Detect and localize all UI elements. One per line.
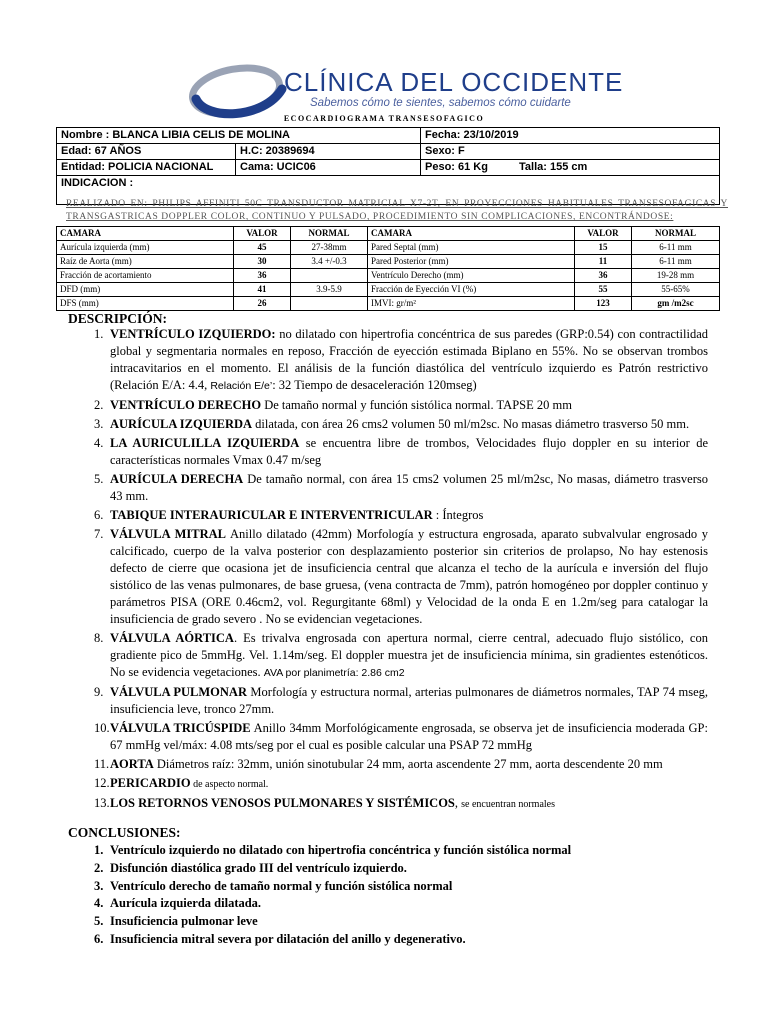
item-number: 6. (94, 508, 104, 522)
patient-name: Nombre : BLANCA LIBIA CELIS DE MOLINA (57, 128, 421, 144)
item-title: TABIQUE INTERAURICULAR E INTERVENTRICULAR (110, 508, 433, 522)
item-number: 8. (94, 631, 104, 645)
patient-entity: Entidad: POLICIA NACIONAL (57, 160, 236, 176)
cell: 45 (234, 241, 291, 255)
patient-bed: Cama: UCIC06 (236, 160, 421, 176)
list-item (68, 416, 708, 433)
item-number: 3. (94, 878, 104, 893)
list-item (68, 756, 708, 773)
list-item (68, 720, 708, 754)
description-heading: DESCRIPCIÓN: (68, 311, 168, 326)
cell: 19-28 mm (632, 269, 720, 283)
list-item (68, 435, 708, 469)
cell: Raíz de Aorta (mm) (57, 255, 234, 269)
cell: 30 (234, 255, 291, 269)
cell: DFS (mm) (57, 297, 234, 311)
item-number: 6. (94, 931, 104, 946)
patient-info-table (56, 127, 720, 205)
cell: 36 (575, 269, 632, 283)
item-number: 12. (94, 776, 110, 790)
item-title: AURÍCULA DERECHA (110, 472, 244, 486)
cell: 55 (575, 283, 632, 297)
item-number: 7. (94, 527, 104, 541)
item-title: AURÍCULA IZQUIERDA (110, 417, 253, 431)
cell: Fracción de acortamiento (57, 269, 234, 283)
list-item (68, 684, 708, 718)
list-item (68, 397, 708, 414)
description-list (68, 326, 708, 815)
item-number: 4. (94, 896, 104, 911)
header-cell: CAMARA (57, 227, 234, 241)
item-text: Insuficiencia mitral severa por dilatación del anillo y degenerativo. (110, 931, 466, 946)
item-number: 1. (94, 843, 104, 857)
conclusions-heading: CONCLUSIONES: (68, 825, 181, 840)
item-title: PERICARDIO (110, 776, 191, 790)
list-item (68, 630, 708, 682)
item-text: AVA por planimetría: 2.86 cm2 (263, 667, 405, 679)
patient-weight: Peso: 61 Kg (421, 160, 516, 176)
procedure-note: REALIZADO EN: PHILIPS AFFINITI 50C TRANSDUCTOR MATRICIAL X7-2T, EN PROYECCIONES HABITUALES TRANSESOFAGICAS Y TRANSGASTRICAS DOPPLER COLOR, CONTINUO Y PULSADO, PROCEDIMIENTO SIN COMPLICACIONES, ENCONTRÁNDOSE: (66, 199, 728, 222)
list-item (68, 326, 708, 395)
item-text: dilatada, con área 26 cms2 volumen 50 ml/m2sc. No masas diámetro trasverso 50 mm. (252, 417, 690, 431)
brand-name: CLÍNICA DEL OCCIDENTE (284, 67, 624, 97)
cell: 3.4 +/-0.3 (291, 255, 368, 269)
item-text: De tamaño normal y función sistólica normal. TAPSE 20 mm (261, 398, 572, 412)
item-text: Aurícula izquierda dilatada. (110, 896, 262, 911)
item-text: De tamaño normal, con área 15 cms2 volumen 25 ml/m2sc, No masas, diámetro trasverso 43 mm. (110, 472, 708, 503)
list-item (68, 471, 708, 505)
table-header-row (57, 227, 720, 241)
item-title: VÁLVULA TRICÚSPIDE (110, 721, 251, 735)
item-text: Ventrículo izquierdo no dilatado con hipertrofia concéntrica y función sistólica normal (110, 843, 572, 857)
item-title: AORTA (110, 757, 154, 771)
item-text: de aspecto normal. (190, 779, 269, 790)
item-text: no dilatado con hipertrofia concéntrica de sus paredes (GRP:0.54) con contractilidad global y segmentaria normales en reposo, Fracción de eyección estimada Biplano en 55%. No se observan trombos intracavitarios en el momento. El análisis de la función diastólica del ventrículo izquierdo es Patrón restrictivo (Relación E/A: 4.4, (110, 327, 708, 392)
item-number: 2. (94, 398, 104, 412)
item-number: 5. (94, 914, 104, 929)
table-row (57, 297, 720, 311)
exam-date: Fecha: 23/10/2019 (421, 128, 720, 144)
cell: 26 (234, 297, 291, 311)
patient-sex: Sexo: F (421, 144, 720, 160)
cell: gm /m2sc (632, 297, 720, 311)
indication: INDICACION : (57, 176, 720, 205)
patient-age: Edad: 67 AÑOS (57, 144, 236, 160)
item-title: LOS RETORNOS VENOSOS PULMONARES Y SISTÉMICOS (110, 796, 455, 810)
item-number: 13. (94, 796, 110, 810)
cell (291, 297, 368, 311)
list-item (68, 795, 708, 813)
conclusion-item (68, 913, 708, 931)
item-title: VENTRÍCULO IZQUIERDO: (110, 327, 276, 341)
item-number: 9. (94, 685, 104, 699)
item-text: . Es trivalva engrosada con apertura normal, cierre central, adecuado flujo sistólico, con gradiente pico de 5mmHg. Vel. 1.14m/seg. El doppler muestra jet de insuficiencia mínima, sin gradientes estenóticos. No se evidencia vegetaciones. (110, 631, 708, 679)
cell: 41 (234, 283, 291, 297)
document-title: ECOCARDIOGRAMA TRANSESOFAGICO (283, 114, 485, 123)
header-cell: NORMAL (291, 227, 368, 241)
item-text: : Íntegros (432, 508, 484, 522)
item-number: 10. (94, 721, 110, 735)
item-title: VENTRÍCULO DERECHO (110, 398, 262, 412)
cell: 6-11 mm (632, 241, 720, 255)
item-text: se encuentra libre de trombos, Velocidades flujo doppler en su interior de características normales Vmax 0.47 m/seg (110, 436, 708, 467)
item-text: Disfunción diastólica grado III del ventrículo izquierdo. (110, 860, 407, 875)
conclusion-item (68, 860, 708, 878)
item-text: Morfología y estructura normal, arterias pulmonares de diámetros normales, TAP 74 mseg, insuficiencia leve, tronco 27mm. (110, 685, 709, 716)
header-cell: CAMARA (368, 227, 575, 241)
item-text: Relación E/e’ (210, 380, 273, 392)
conclusion-item (68, 931, 708, 949)
item-title: VÁLVULA AÓRTICA (110, 631, 234, 645)
cell: Pared Septal (mm) (368, 241, 575, 255)
item-number: 11. (94, 757, 110, 771)
header-cell: VALOR (234, 227, 291, 241)
conclusion-item (68, 895, 708, 913)
table-row (57, 269, 720, 283)
item-number: 2. (94, 860, 104, 875)
cell: 11 (575, 255, 632, 269)
cell: 15 (575, 241, 632, 255)
item-text: se encuentran normales (461, 799, 555, 810)
item-title: VÁLVULA MITRAL (110, 527, 227, 541)
item-number: 1. (94, 327, 104, 341)
item-text: Anillo dilatado (42mm) Morfología y estructura engrosada, aparato subvalvular engrosado y calcificado, cuerpo de la valva posterior con desplazamiento posterior sin criterios de prolapso, No hay estenosis defecto de cierre que ocasiona jet de insuficiencia central que alcanza el techo de la aurícula e inversión del flujo sistólico de las venas pulmonares, de base gruesa, (vena contracta de 7mm), patrón homogéneo por doppler continuo y parámetros PISA (ORE 0.46cm2, vol. Regurgitante 68ml) y Velocidad de la onda E en 1.2m/seg para catalogar la insuficiencia de grado severo . No se evidencian vegetaciones. (110, 527, 708, 626)
item-number: 3. (94, 417, 104, 431)
header-cell: NORMAL (632, 227, 720, 241)
measurements-table (56, 226, 720, 311)
table-row (57, 255, 720, 269)
table-row (57, 241, 720, 255)
item-text: Diámetros raíz: 32mm, unión sinotubular 24 mm, aorta ascendente 27 mm, aorta descendente 20 mm (153, 757, 663, 771)
cell: 6-11 mm (632, 255, 720, 269)
item-title: LA AURICULILLA IZQUIERDA (110, 436, 300, 450)
cell: 3.9-5.9 (291, 283, 368, 297)
patient-height: Talla: 155 cm (515, 160, 720, 176)
list-item (68, 507, 708, 524)
cell: Fracción de Eyección VI (%) (368, 283, 575, 297)
cell: 55-65% (632, 283, 720, 297)
item-text: Anillo 34mm Morfológicamente engrosada, se observa jet de insuficiencia moderada GP: 67 mmHg vel/máx: 4.08 mts/seg por el cual es posible calcular una PSAP 72 mmHg (110, 721, 708, 752)
list-item (68, 775, 708, 793)
item-title: VÁLVULA PULMONAR (110, 685, 247, 699)
cell: 27-38mm (291, 241, 368, 255)
brand-tagline: Sabemos cómo te sientes, sabemos cómo cuidarte (310, 97, 571, 109)
conclusion-item (68, 878, 708, 896)
conclusion-item (68, 842, 708, 860)
patient-hc: H.C: 20389694 (236, 144, 421, 160)
item-number: 4. (94, 436, 104, 450)
item-number: 5. (94, 472, 104, 486)
table-row (57, 283, 720, 297)
cell: Pared Posterior (mm) (368, 255, 575, 269)
cell: 36 (234, 269, 291, 283)
item-text: Insuficiencia pulmonar leve (110, 914, 258, 929)
list-item (68, 526, 708, 628)
item-text: Ventrículo derecho de tamaño normal y función sistólica normal (110, 878, 453, 893)
cell: DFD (mm) (57, 283, 234, 297)
cell (291, 269, 368, 283)
cell: IMVI: gr/m² (368, 297, 575, 311)
cell: Aurícula izquierda (mm) (57, 241, 234, 255)
conclusions-list (68, 842, 708, 949)
item-text: , (454, 796, 462, 810)
cell: 123 (575, 297, 632, 311)
item-text: : 32 Tiempo de desaceleración 120mseg) (272, 378, 477, 392)
cell: Ventrículo Derecho (mm) (368, 269, 575, 283)
header-cell: VALOR (575, 227, 632, 241)
